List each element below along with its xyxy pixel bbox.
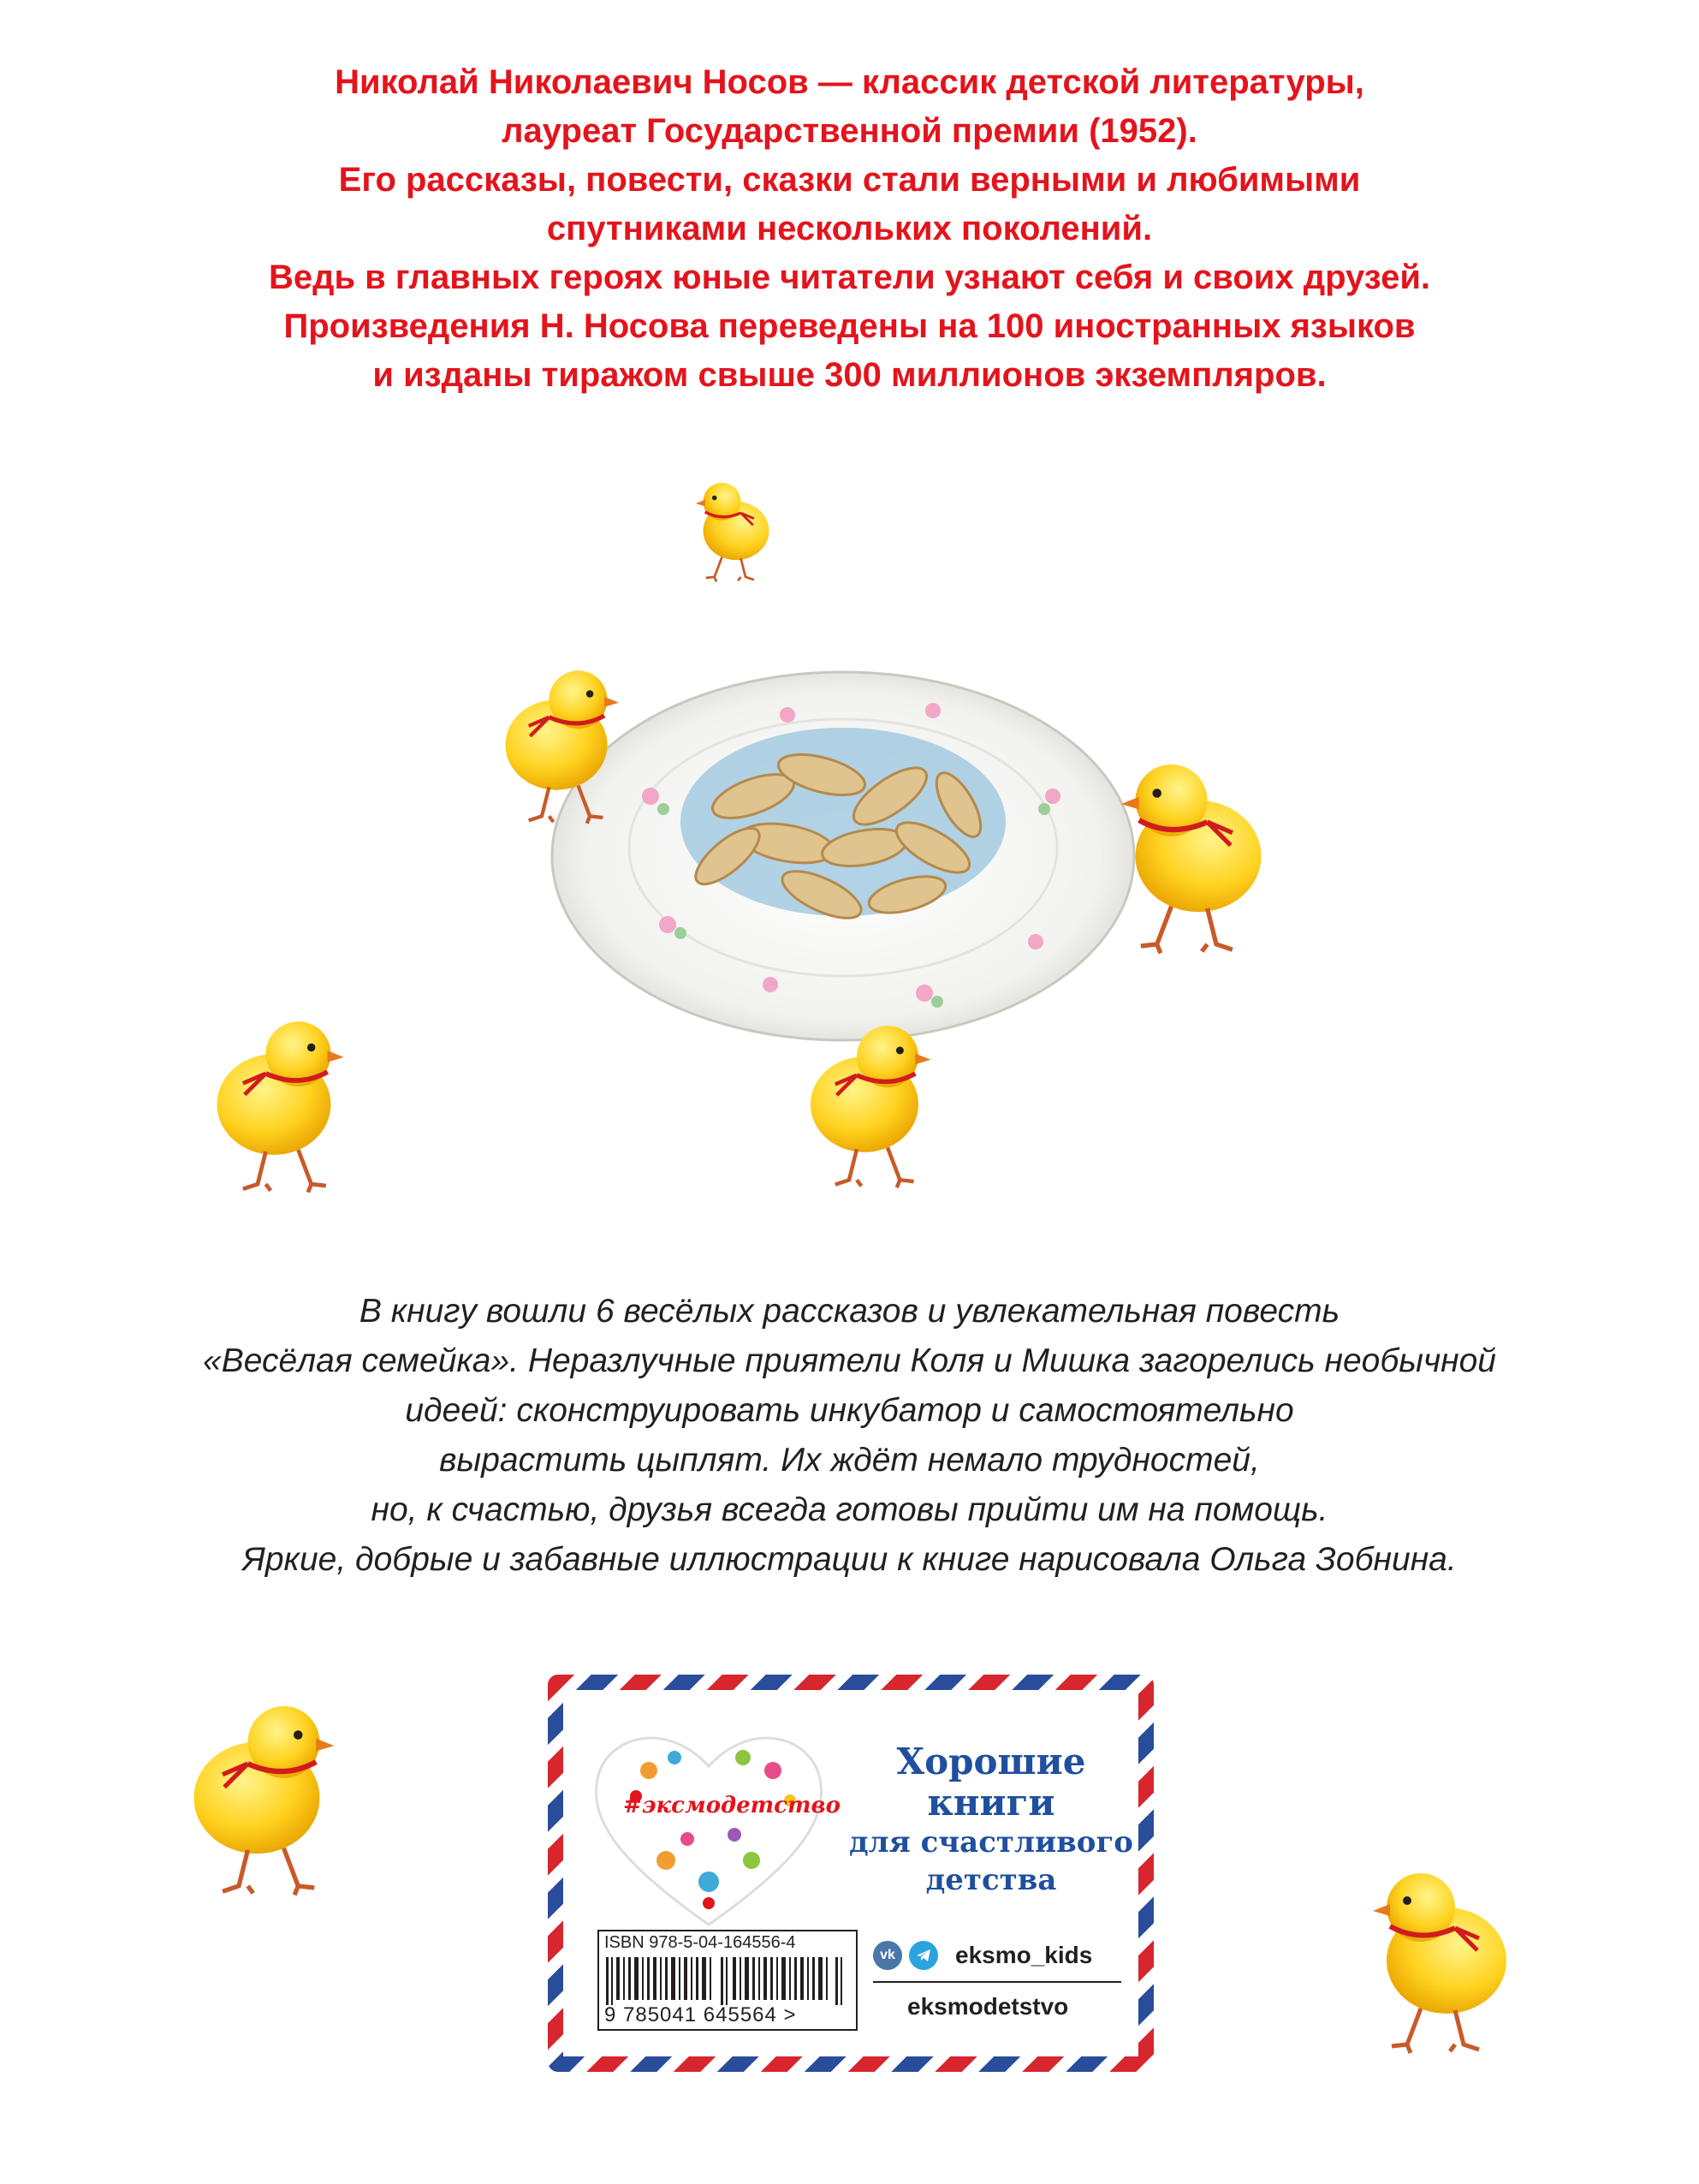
slogan-line: для счастливого bbox=[849, 1825, 1133, 1860]
plate-with-seeds-icon bbox=[552, 672, 1134, 1040]
card-inner bbox=[563, 1690, 1138, 2056]
chick-icon bbox=[696, 483, 769, 582]
book-description bbox=[0, 1287, 1699, 1585]
barcode-icon bbox=[604, 1957, 849, 2005]
intro-line: Его рассказы, повести, сказки стали верными и любимыми bbox=[338, 161, 1361, 199]
intro-line: и изданы тиражом свыше 300 миллионов экземпляров. bbox=[372, 356, 1327, 394]
description-line: В книгу вошли 6 весёлых рассказов и увлекательная повесть bbox=[359, 1293, 1340, 1330]
site-name: eksmodetstvo bbox=[907, 1993, 1069, 2020]
description-line: но, к счастью, друзья всегда готовы прийти им на помощь. bbox=[371, 1491, 1328, 1528]
slogan-line: Хорошие bbox=[896, 1741, 1086, 1782]
description-line: Яркие, добрые и забавные иллюстрации к книге нарисовала Ольга Зобнина. bbox=[242, 1541, 1457, 1578]
isbn-barcode bbox=[597, 1930, 858, 2031]
chick-icon bbox=[1121, 765, 1262, 954]
chick-icon bbox=[194, 1706, 335, 1895]
chick-icon bbox=[1373, 1873, 1506, 2053]
hashtag-label: #эксмодетство bbox=[623, 1793, 841, 1818]
divider bbox=[873, 1981, 1121, 1983]
slogan-line: книги bbox=[927, 1782, 1055, 1824]
barcode-digits: 9 785041 645564 > bbox=[604, 2003, 797, 2026]
slogan-line: детства bbox=[925, 1863, 1057, 1897]
intro-line: лауреат Государственной премии (1952). bbox=[502, 112, 1197, 150]
slogan bbox=[846, 1741, 1137, 1899]
description-line: идеей: сконструировать инкубатор и самостоятельно bbox=[405, 1392, 1294, 1429]
description-line: вырастить цыплят. Их ждёт немало трудностей, bbox=[439, 1442, 1260, 1479]
intro-line: спутниками нескольких поколений. bbox=[546, 210, 1153, 247]
description-line: «Весёлая семейка». Неразлучные приятели Коля и Мишка загорелись необычной bbox=[203, 1342, 1496, 1379]
isbn-number: ISBN 978-5-04-164556-4 bbox=[604, 1933, 796, 1952]
chick-icon bbox=[811, 1026, 930, 1187]
intro-line: Произведения Н. Носова переведены на 100 иностранных языков bbox=[283, 307, 1416, 345]
heart-logo-icon bbox=[589, 1719, 841, 1933]
publisher-card bbox=[548, 1675, 1154, 2072]
social-handle: eksmo_kids bbox=[955, 1942, 1093, 1968]
chick-icon bbox=[217, 1021, 344, 1193]
intro-line: Николай Николаевич Носов — классик детской литературы, bbox=[335, 63, 1364, 101]
telegram-icon[interactable] bbox=[909, 1941, 938, 1970]
social-links bbox=[873, 1938, 1130, 2020]
vk-icon[interactable]: vk bbox=[873, 1941, 902, 1970]
intro-line: Ведь в главных героях юные читатели узнают себя и своих друзей. bbox=[268, 259, 1431, 296]
